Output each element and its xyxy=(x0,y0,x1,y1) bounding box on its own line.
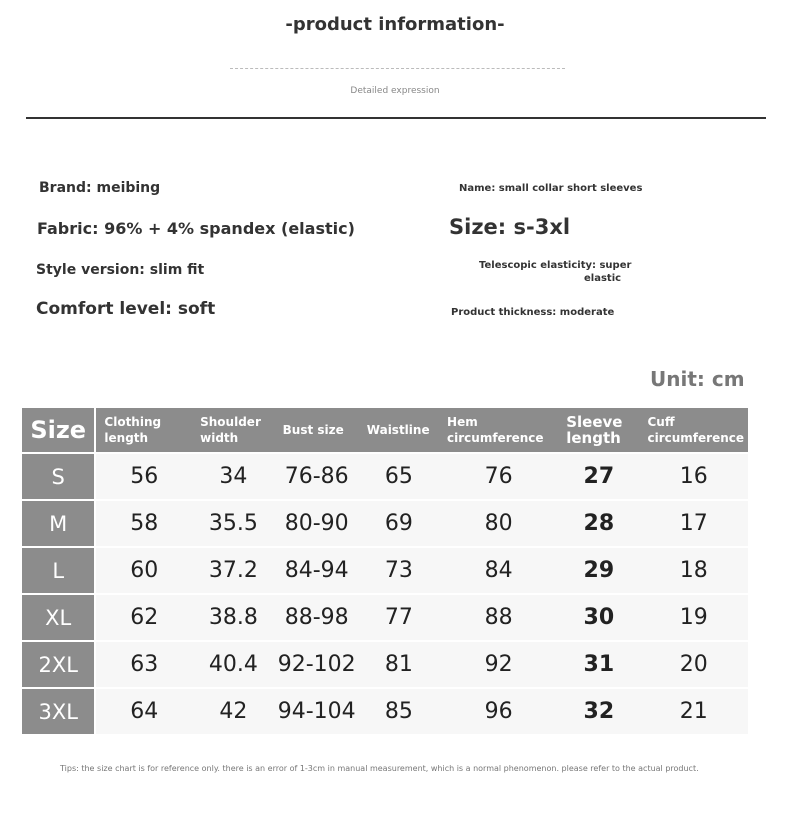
product-name: Name: small collar short sleeves xyxy=(459,183,643,194)
value-cell: 94-104 xyxy=(275,688,359,734)
value-cell: 37.2 xyxy=(192,547,275,594)
table-row xyxy=(22,500,748,547)
table-row xyxy=(22,688,748,734)
column-header: Cuff circumference xyxy=(639,408,748,453)
column-header: Clothing length xyxy=(95,408,192,453)
column-header: Bust size xyxy=(275,408,359,453)
value-cell: 77 xyxy=(359,594,439,641)
dashed-divider xyxy=(230,68,565,69)
value-cell: 29 xyxy=(558,547,639,594)
subtitle: Detailed expression xyxy=(350,86,440,96)
value-cell: 73 xyxy=(359,547,439,594)
value-cell: 40.4 xyxy=(192,641,275,688)
value-cell: 80 xyxy=(439,500,558,547)
value-cell: 56 xyxy=(95,453,192,500)
divider xyxy=(26,117,766,119)
value-cell: 76 xyxy=(439,453,558,500)
value-cell: 35.5 xyxy=(192,500,275,547)
table-row xyxy=(22,594,748,641)
value-cell: 96 xyxy=(439,688,558,734)
value-cell: 81 xyxy=(359,641,439,688)
value-cell: 58 xyxy=(95,500,192,547)
value-cell: 84 xyxy=(439,547,558,594)
value-cell: 16 xyxy=(639,453,748,500)
elasticity-cont: elastic xyxy=(584,273,622,284)
value-cell: 18 xyxy=(639,547,748,594)
value-cell: 20 xyxy=(639,641,748,688)
value-cell: 76-86 xyxy=(275,453,359,500)
comfort-level: Comfort level: soft xyxy=(36,299,216,319)
value-cell: 17 xyxy=(639,500,748,547)
value-cell: 42 xyxy=(192,688,275,734)
value-cell: 21 xyxy=(639,688,748,734)
size-cell: S xyxy=(22,453,95,500)
size-cell: XL xyxy=(22,594,95,641)
table-row xyxy=(22,641,748,688)
value-cell: 85 xyxy=(359,688,439,734)
page-title: -product information- xyxy=(285,14,505,35)
value-cell: 92-102 xyxy=(275,641,359,688)
column-header: Sleeve length xyxy=(558,408,639,453)
size-cell: 2XL xyxy=(22,641,95,688)
value-cell: 88-98 xyxy=(275,594,359,641)
value-cell: 27 xyxy=(558,453,639,500)
size-cell: L xyxy=(22,547,95,594)
value-cell: 34 xyxy=(192,453,275,500)
value-cell: 64 xyxy=(95,688,192,734)
column-header: Hem circumference xyxy=(439,408,558,453)
value-cell: 62 xyxy=(95,594,192,641)
fabric: Fabric: 96% + 4% spandex (elastic) xyxy=(37,219,355,238)
brand: Brand: meibing xyxy=(39,180,161,196)
value-cell: 80-90 xyxy=(275,500,359,547)
size-range: Size: s-3xl xyxy=(449,215,571,239)
value-cell: 32 xyxy=(558,688,639,734)
value-cell: 69 xyxy=(359,500,439,547)
table-row xyxy=(22,547,748,594)
thickness: Product thickness: moderate xyxy=(451,307,615,318)
value-cell: 63 xyxy=(95,641,192,688)
value-cell: 65 xyxy=(359,453,439,500)
value-cell: 31 xyxy=(558,641,639,688)
value-cell: 19 xyxy=(639,594,748,641)
value-cell: 38.8 xyxy=(192,594,275,641)
style-version: Style version: slim fit xyxy=(36,262,205,278)
value-cell: 30 xyxy=(558,594,639,641)
size-cell: 3XL xyxy=(22,688,95,734)
tips: Tips: the size chart is for reference only. there is an error of 1-3cm in manual measurement, which is a normal phenomenon. please refer to the actual product. xyxy=(60,764,699,773)
value-cell: 84-94 xyxy=(275,547,359,594)
value-cell: 28 xyxy=(558,500,639,547)
column-header: Size xyxy=(22,408,95,453)
column-header: Waistline xyxy=(359,408,439,453)
column-header: Shoulder width xyxy=(192,408,275,453)
table-row xyxy=(22,453,748,500)
size-chart xyxy=(22,408,748,734)
elasticity: Telescopic elasticity: super xyxy=(479,260,632,271)
unit-label: Unit: cm xyxy=(650,367,745,391)
value-cell: 92 xyxy=(439,641,558,688)
value-cell: 88 xyxy=(439,594,558,641)
size-cell: M xyxy=(22,500,95,547)
value-cell: 60 xyxy=(95,547,192,594)
